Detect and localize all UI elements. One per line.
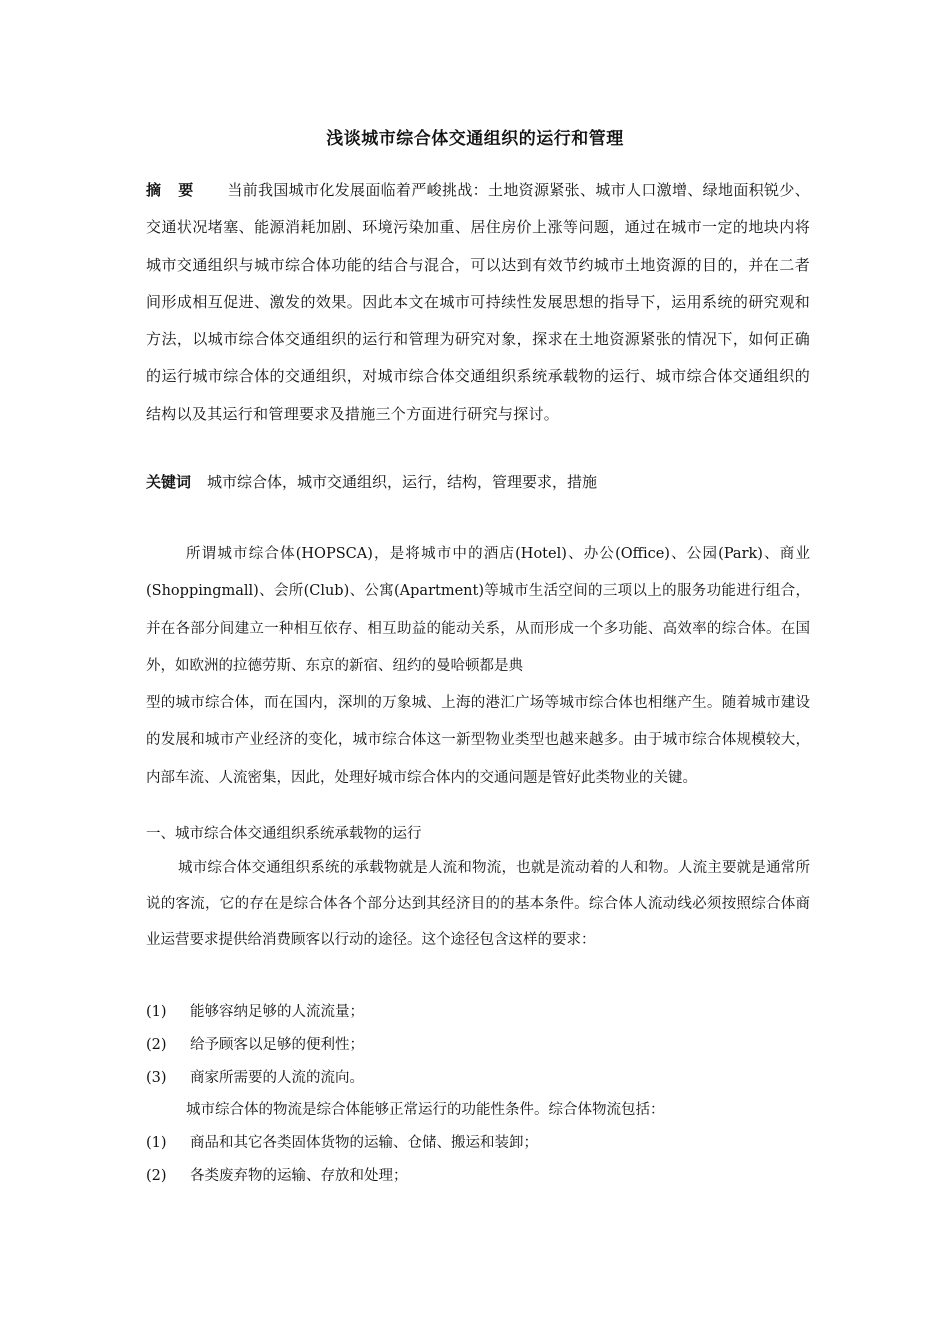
abstract-text: 当前我国城市化发展面临着严峻挑战：土地资源紧张、城市人口激增、绿地面积锐少、交通状况堵塞、能源消耗加剧、环境污染加重、居住房价上涨等问题，通过在城市一定的地块内将城市交通组织与城市综合体功能的结合与混合，可以达到有效节约城市土地资源的目的，并在二者间形成相互促进、激发的效果。因此本文在城市可持续性发展思想的指导下，运用系统的研究观和方法，以城市综合体交通组织的运行和管理为研究对象，探求在土地资源紧张的情况下，如何正确的运行城市综合体的交通组织，对城市综合体交通组织系统承载物的运行、城市综合体交通组织的结构以及其运行和管理要求及措施三个方面进行研究与探讨。 [146,181,810,423]
list-item-text: 给予顾客以足够的便利性； [190,1037,364,1053]
keywords-text: 城市综合体，城市交通组织，运行，结构，管理要求，措施 [207,473,598,491]
keywords-block [146,470,810,494]
list-item-number: (1) [146,1004,167,1020]
list-item-text: 各类废弃物的运输、存放和处理； [190,1168,408,1184]
introduction-block [146,536,810,797]
list-item-number: (3) [146,1070,167,1086]
list-item-text: 能够容纳足够的人流流量； [190,1004,364,1020]
list-item-number: (2) [146,1037,167,1053]
list-item [146,1164,408,1188]
list-item-number: (1) [146,1135,167,1151]
intro-paragraph-1: 所谓城市综合体(HOPSCA)，是将城市中的酒店(Hotel)、办公(Office)、公园(Park)、商业(Shoppingmall)、会所(Club)、公寓(Apartment)等城市生活空间的三项以上的服务功能进行组合，并在各部分间建立一种相互依存、相互助益的能动关系，从而形成一个多功能、高效率的综合体。在国外，如欧洲的拉德劳斯、东京的新宿、纽约的曼哈顿都是典 [146,546,810,674]
section-1-paragraph-2: 城市综合体的物流是综合体能够正常运行的功能性条件。综合体物流包括： [186,1102,665,1118]
keywords-label: 关键词 [146,473,192,491]
list-item-text: 商家所需要的人流的流向。 [190,1070,364,1086]
section-1-paragraph-1: 城市综合体交通组织系统的承载物就是人流和物流，也就是流动着的人和物。人流主要就是通常所说的客流，它的存在是综合体各个部分达到其经济目的的基本条件。综合体人流动线必须按照综合体商业运营要求提供给消费顾客以行动的途径。这个途径包含这样的要求： [146,860,810,948]
list-item [146,1066,364,1090]
abstract-block [146,172,810,433]
list-item [146,1131,538,1155]
document-title: 浅谈城市综合体交通组织的运行和管理 [326,129,624,149]
list-item [146,1033,364,1057]
abstract-label: 摘 要 [146,181,200,199]
list-item-text: 商品和其它各类固体货物的运输、仓储、搬运和装卸； [190,1135,538,1151]
section-1-heading: 一、城市综合体交通组织系统承载物的运行 [146,826,422,842]
list-item [146,1000,364,1024]
intro-paragraph-2: 型的城市综合体，而在国内，深圳的万象城、上海的港汇广场等城市综合体也相继产生。随着城市建设的发展和城市产业经济的变化，城市综合体这一新型物业类型也越来越多。由于城市综合体规模较大，内部车流、人流密集，因此，处理好城市综合体内的交通问题是管好此类物业的关键。 [146,695,810,786]
list-item-number: (2) [146,1168,167,1184]
